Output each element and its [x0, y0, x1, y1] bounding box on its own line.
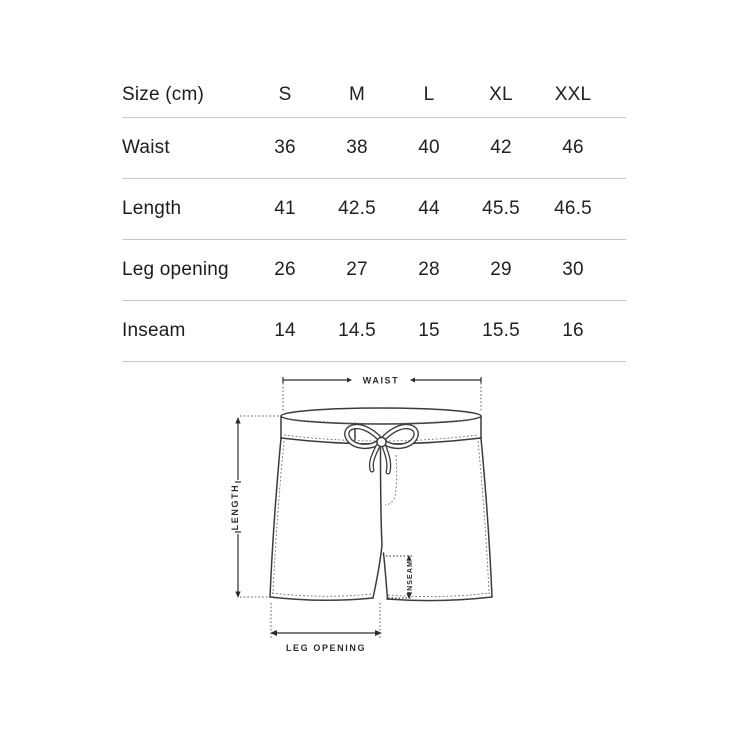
measurement-value: 27 — [346, 259, 368, 280]
measurement-value: 46.5 — [554, 198, 592, 219]
measurement-value: 41 — [274, 198, 296, 219]
measurement-label: Leg opening — [122, 259, 229, 280]
size-chart-table — [122, 72, 626, 362]
table-row-waist — [122, 118, 626, 179]
measurement-value: 16 — [562, 320, 584, 341]
measurement-value: 15.5 — [482, 320, 520, 341]
table-row-leg-opening — [122, 240, 626, 301]
shorts-diagram-svg — [210, 365, 520, 660]
drawstring-bow — [347, 427, 416, 472]
length-dimension-label: LENGTH — [230, 483, 240, 531]
measurement-value: 29 — [490, 259, 512, 280]
measurement-value: 38 — [346, 137, 368, 158]
leg-opening-dimension — [270, 603, 382, 653]
inseam-dimension-label: INSEAM — [407, 560, 414, 594]
measurement-value: 42.5 — [338, 198, 376, 219]
waist-dimension-label: WAIST — [362, 375, 400, 386]
size-column-header-xxl: XXL — [554, 83, 592, 105]
shorts-measurement-diagram — [210, 365, 520, 660]
measurement-label: Waist — [122, 137, 170, 158]
measurement-value: 40 — [418, 137, 440, 158]
size-table-header-row — [122, 72, 626, 118]
size-column-header-l: L — [423, 83, 435, 105]
measurement-value: 26 — [274, 259, 296, 280]
measurement-value: 36 — [274, 137, 296, 158]
measurement-value: 45.5 — [482, 198, 520, 219]
table-row-inseam — [122, 301, 626, 362]
waist-dimension — [283, 376, 481, 413]
measurement-value: 30 — [562, 259, 584, 280]
measurement-value: 46 — [562, 137, 584, 158]
size-column-header-s: S — [278, 83, 292, 105]
measurement-label: Inseam — [122, 320, 186, 341]
measurement-value: 44 — [418, 198, 440, 219]
measurement-value: 15 — [418, 320, 440, 341]
measurement-value: 14 — [274, 320, 296, 341]
measurement-value: 28 — [418, 259, 440, 280]
length-dimension — [230, 416, 281, 598]
measurement-value: 42 — [490, 137, 512, 158]
measurement-label: Length — [122, 198, 182, 219]
inseam-dimension — [386, 555, 414, 599]
size-unit-header: Size (cm) — [122, 83, 205, 105]
leg-opening-dimension-label: LEG OPENING — [285, 643, 367, 653]
measurement-value: 14.5 — [338, 320, 376, 341]
size-column-header-xl: XL — [489, 83, 513, 105]
table-row-length — [122, 179, 626, 240]
size-column-header-m: M — [348, 83, 366, 105]
